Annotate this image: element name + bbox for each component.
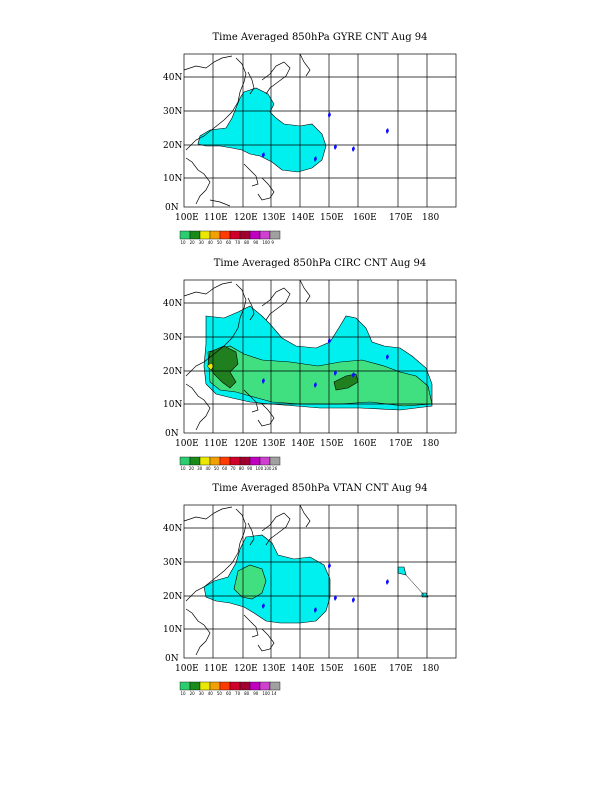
lon-label: 130E — [262, 439, 286, 449]
lat-label: 30N — [163, 107, 183, 117]
colorbar-label: 80 — [238, 466, 244, 471]
map-vtan — [0, 451, 612, 711]
lat-label: 20N — [163, 141, 183, 151]
colorbar-label: 40 — [207, 240, 213, 245]
colorbar-label: 100 — [263, 466, 272, 471]
lon-label: 130E — [262, 664, 286, 674]
colorbar-label: 10 — [180, 240, 186, 245]
colorbar-label: 40 — [207, 691, 213, 696]
contour-line — [406, 575, 424, 595]
lon-label: 140E — [291, 213, 315, 223]
colorbar-label: 20 — [188, 466, 194, 471]
lat-label: 40N — [163, 299, 183, 309]
cyan-region — [198, 88, 326, 172]
colorbar-label: 70 — [235, 240, 241, 245]
colorbar-label: 14 — [271, 691, 277, 696]
colorbar-label: 60 — [222, 466, 228, 471]
lon-label: 160E — [353, 664, 377, 674]
colorbar-label: 70 — [235, 691, 241, 696]
colorbar-label: 90 — [253, 691, 259, 696]
cyan-region — [398, 567, 406, 575]
lat-label: 20N — [163, 367, 183, 377]
lon-label: 120E — [234, 664, 258, 674]
colorbar-swatch — [200, 682, 210, 690]
colorbar-label: 30 — [197, 466, 203, 471]
colorbar-label: 100 — [255, 466, 264, 471]
colorbar-label: 90 — [253, 240, 259, 245]
lat-label: 30N — [163, 558, 183, 568]
lon-label: 120E — [234, 439, 258, 449]
lat-label: 10N — [163, 625, 183, 635]
lon-label: 160E — [353, 439, 377, 449]
colorbar-label: 10 — [180, 691, 186, 696]
colorbar-label: 30 — [198, 691, 204, 696]
colorbar-swatch — [220, 682, 230, 690]
colorbar-swatch — [190, 682, 200, 690]
colorbar-label: 60 — [225, 240, 232, 245]
lon-label: 150E — [320, 213, 344, 223]
colorbar-label: 70 — [230, 466, 236, 471]
lat-label: 40N — [163, 524, 183, 534]
lon-label: 170E — [389, 439, 413, 449]
colorbar-label: 50 — [216, 691, 222, 696]
lon-label: 100E — [175, 213, 199, 223]
map-gyre — [0, 0, 612, 250]
lat-label: 10N — [163, 400, 183, 410]
colorbar-label: 40 — [205, 466, 211, 471]
colorbar-label: 80 — [244, 240, 250, 245]
colorbar-swatch — [260, 682, 270, 690]
colorbar-label: 20 — [189, 240, 195, 245]
colorbar-swatch — [230, 682, 240, 690]
lat-label: 10N — [163, 174, 183, 184]
colorbar-label: 100 — [262, 691, 270, 696]
lon-label: 180 — [422, 213, 440, 223]
lon-label: 140E — [291, 439, 315, 449]
lon-label: 160E — [353, 213, 377, 223]
colorbar-label: 80 — [244, 691, 250, 696]
panel-circ — [0, 226, 612, 476]
lon-label: 100E — [175, 439, 199, 449]
panel-vtan — [0, 451, 612, 711]
lon-label: 170E — [389, 213, 413, 223]
colorbar-label: 26 — [272, 466, 278, 471]
panel-title: Time Averaged 850hPa CIRC CNT Aug 94 — [213, 258, 427, 269]
colorbar-swatch — [210, 682, 220, 690]
colorbar-label: 30 — [198, 240, 204, 245]
colorbar-swatch — [180, 682, 190, 690]
colorbar-label: 50 — [216, 240, 222, 245]
lat-label: 0N — [165, 203, 179, 213]
panel-title: Time Averaged 850hPa VTAN CNT Aug 94 — [212, 483, 428, 494]
lon-label: 130E — [262, 213, 286, 223]
colorbar-label: 9 — [271, 240, 274, 245]
lon-label: 110E — [204, 664, 228, 674]
lon-label: 110E — [204, 439, 228, 449]
lon-label: 170E — [389, 664, 413, 674]
colorbar-swatch — [250, 682, 260, 690]
lon-label: 150E — [320, 439, 344, 449]
lat-label: 30N — [163, 333, 183, 343]
lat-label: 20N — [163, 592, 183, 602]
lon-label: 140E — [291, 664, 315, 674]
lon-label: 180 — [422, 439, 440, 449]
lon-label: 110E — [204, 213, 228, 223]
panel-gyre — [0, 0, 612, 250]
lat-label: 0N — [165, 654, 179, 664]
panel-title: Time Averaged 850hPa GYRE CNT Aug 94 — [212, 32, 428, 43]
colorbar-label: 20 — [189, 691, 195, 696]
colorbar-label: 10 — [180, 466, 186, 471]
colorbar-label: 90 — [247, 466, 253, 471]
lon-label: 100E — [175, 664, 199, 674]
lon-label: 120E — [234, 213, 258, 223]
colorbar — [180, 682, 280, 696]
colorbar-label: 50 — [213, 466, 219, 471]
lat-label: 40N — [163, 73, 183, 83]
lat-label: 0N — [165, 429, 179, 439]
lon-label: 180 — [422, 664, 440, 674]
map-circ — [0, 226, 612, 476]
colorbar-label: 100 — [262, 240, 270, 245]
lon-label: 150E — [320, 664, 344, 674]
colorbar-swatch — [240, 682, 250, 690]
colorbar-swatch — [270, 682, 280, 690]
cyan-region — [204, 535, 330, 623]
colorbar-label: 60 — [225, 691, 232, 696]
